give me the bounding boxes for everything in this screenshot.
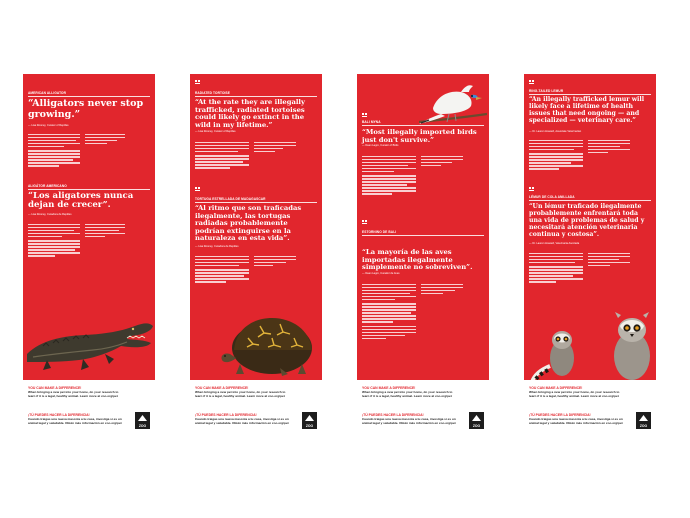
footer-es-text: Cuando traigas una nueva mascota a tu casa, investiga si es un animal legal y saludable. Obtén más información en zoo.org/pet (28, 417, 122, 425)
footer-en-heading: YOU CAN MAKE A DIFFERENCE! (529, 386, 583, 390)
divider (362, 125, 484, 126)
footer-en-heading: YOU CAN MAKE A DIFFERENCE! (362, 386, 416, 390)
divider (529, 200, 651, 201)
section-label-en: RADIATED TORTOISE (195, 91, 230, 95)
footer (23, 380, 155, 446)
quote-en: “Alligators never stop growing.” (28, 98, 144, 120)
bilingual-marker-icon (195, 187, 202, 193)
footer-es-text: Cuando traigas una nueva mascota a tu casa, investiga si es un animal legal y saludable. Obtén más información en zoo.org/pet (362, 417, 456, 425)
bilingual-marker-icon (529, 80, 536, 86)
footer-es-heading: ¡TÚ PUEDES HACER LA DIFERENCIA! (362, 413, 424, 417)
footer-es-text: Cuando traigas una nueva mascota a tu casa, investiga si es un animal legal y saludable. Obtén más información en zoo.org/pet (195, 417, 289, 425)
section-label-en: BALI MYNA (362, 120, 381, 124)
attribution-es: — Dr. Lauren Howard, Veterinaria Asociada (529, 242, 580, 245)
divider (28, 96, 150, 97)
quote-en: “An illegally trafficked lemur will likely face a lifetime of health issues that need ongoing — and specialized — veterinary care.” (529, 96, 645, 124)
sidebar-text-en (588, 138, 630, 155)
svg-text:ZOO: ZOO (639, 424, 648, 428)
section-label-es: ALIGÁTOR AMERICANO (28, 184, 67, 188)
divider (362, 235, 484, 236)
zoo-logo (135, 412, 150, 429)
bilingual-marker-icon (362, 113, 369, 119)
sidebar-text-es (85, 222, 125, 239)
footer-en (529, 386, 625, 398)
quote-es: “Un lémur traficado ilegalmente probablemente enfrentará toda una vida de problemas de salud y necesitará atención veterinaria continua y costosa”. (529, 203, 645, 238)
sidebar-text-en (85, 132, 125, 146)
footer-es-heading: ¡TÚ PUEDES HACER LA DIFERENCIA! (195, 413, 257, 417)
section-label-en: RING-TAILED LEMUR (529, 89, 564, 93)
quote-es: “La mayoría de las aves importadas ilegalmente simplemente no sobreviven”. (362, 248, 473, 272)
footer-en-text: When bringing a new pet into your home, do your research to learn if it is a legal, healthy animal. Learn more at zoo.org/pet (28, 390, 119, 398)
tortoise-banner (190, 74, 322, 446)
footer-en (362, 386, 458, 398)
attribution-es: — Lisa Rooney, Curadora de Reptiles (195, 245, 239, 248)
bali-myna-banner (357, 74, 489, 446)
body-text-en (195, 140, 249, 170)
footer-es (28, 413, 124, 425)
footer-es (195, 413, 291, 425)
footer-en-heading: YOU CAN MAKE A DIFFERENCE! (195, 386, 249, 390)
divider (529, 94, 651, 95)
body-text-es (529, 251, 583, 284)
footer-en-heading: YOU CAN MAKE A DIFFERENCE! (28, 386, 82, 390)
section-label-es: TORTUGA ESTRELLADA DE MADAGASCAR (195, 197, 266, 201)
footer-es-heading: ¡TÚ PUEDES HACER LA DIFERENCIA! (529, 413, 591, 417)
section-label-es: LÉMUR DE COLA ANILLADA (529, 195, 575, 199)
sidebar-text-es (588, 251, 630, 268)
divider (195, 202, 317, 203)
attribution-es: — Lisa Rooney, Curadora de Reptiles (28, 213, 72, 216)
body-text-es (195, 254, 249, 284)
footer-es-text: Cuando traigas una nueva mascota a tu casa, investiga si es un animal legal y saludable. Obtén más información en zoo.org/pet (529, 417, 623, 425)
bilingual-marker-icon (195, 80, 202, 86)
alligator-banner (23, 74, 155, 446)
sidebar-text-en (421, 154, 463, 168)
divider (195, 96, 317, 97)
quote-es: “Al ritmo que son traficadas ilegalmente, las tortugas radiadas probablemente podrían extinguirse en la naturaleza en esta vida”. (195, 204, 302, 243)
footer (357, 380, 489, 446)
svg-text:ZOO: ZOO (138, 424, 147, 428)
sidebar-text-es (421, 282, 463, 296)
body-text-es (28, 222, 80, 258)
svg-text:ZOO: ZOO (472, 424, 481, 428)
sidebar-text-en (254, 140, 296, 154)
zoo-logo (469, 412, 484, 429)
zoo-logo (636, 412, 651, 429)
quote-en: “At the rate they are illegally trafficked, radiated tortoises could likely go extinct in the wild in my lifetime.” (195, 98, 305, 129)
footer-en (195, 386, 291, 398)
divider (28, 189, 150, 190)
section-label-en: AMERICAN ALLIGATOR (28, 91, 67, 95)
footer (524, 380, 656, 446)
bali-myna-illustration (419, 78, 487, 128)
footer-en-text: When bringing a new pet into your home, do your research to learn if it is a legal, healthy animal. Learn more at zoo.org/pet (362, 390, 453, 398)
footer-es (362, 413, 458, 425)
body-text-es (362, 282, 416, 341)
body-text-en (362, 154, 416, 196)
footer-es (529, 413, 625, 425)
attribution-en: — Lisa Rooney, Curator of Reptiles (28, 124, 69, 127)
section-label-es: ESTORNINO DE BALI (362, 230, 397, 234)
footer-en-text: When bringing a new pet into your home, do your research to learn if it is a legal, healthy animal. Learn more at zoo.org/pet (195, 390, 286, 398)
footer-en-text: When bringing a new pet into your home, do your research to learn if it is a legal, healthy animal. Learn more at zoo.org/pet (529, 390, 620, 398)
attribution-en: — Lisa Rooney, Curator of Reptiles (195, 130, 236, 133)
footer-es-heading: ¡TÚ PUEDES HACER LA DIFERENCIA! (28, 413, 90, 417)
radiated-tortoise-illustration (220, 308, 320, 376)
bilingual-marker-icon (362, 220, 369, 226)
quote-es: “Los aligatores nunca dejan de crecer”. (28, 191, 134, 211)
lemur-banner (524, 74, 656, 446)
quote-en: “Most illegally imported birds just don't survive.” (362, 128, 477, 144)
attribution-es: — Dean Lagro, Curador de Aves (362, 272, 400, 275)
footer-en (28, 386, 124, 398)
svg-text:ZOO: ZOO (305, 424, 314, 428)
body-text-en (529, 138, 583, 171)
body-text-en (28, 132, 80, 168)
attribution-en: — Dr. Lauren Howard, Associate Veterinarian (529, 130, 582, 133)
bilingual-marker-icon (529, 187, 536, 193)
footer (190, 380, 322, 446)
attribution-en: — Dean Lagro, Curator of Birds (362, 144, 399, 147)
sidebar-text-es (254, 254, 296, 268)
zoo-logo (302, 412, 317, 429)
ring-tailed-lemurs-illustration (528, 306, 654, 382)
alligator-illustration (23, 302, 155, 380)
